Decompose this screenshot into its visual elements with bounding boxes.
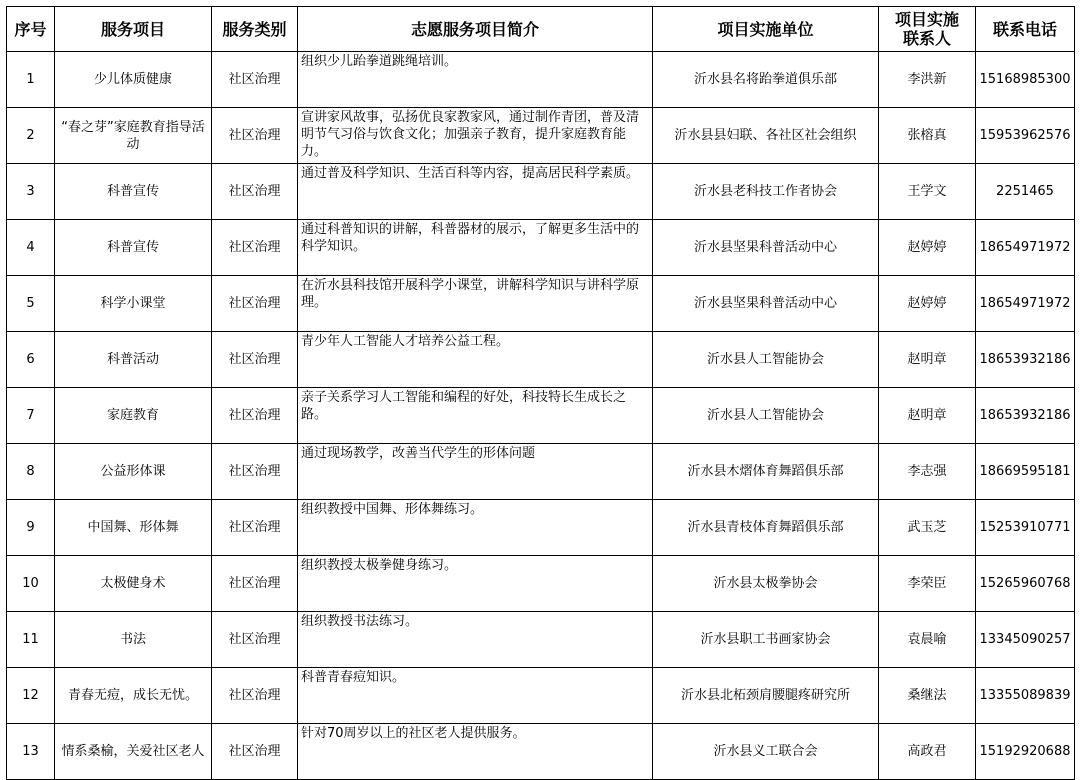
table-row	[7, 332, 1075, 388]
cell-seq: 7	[7, 388, 55, 444]
cell-unit: 沂水县坚果科普活动中心	[653, 276, 879, 332]
header-contact-line1: 项目实施	[894, 10, 959, 29]
cell-project: 青春无痘，成长无忧。	[55, 668, 212, 724]
header-seq: 序号	[7, 7, 55, 52]
cell-contact: 赵婷婷	[879, 276, 976, 332]
cell-contact: 赵明章	[879, 332, 976, 388]
cell-category: 社区治理	[212, 108, 298, 164]
cell-unit: 沂水县名将跆拳道俱乐部	[653, 52, 879, 108]
cell-phone: 15192920688	[976, 724, 1075, 780]
cell-project: 书法	[55, 612, 212, 668]
table-row	[7, 444, 1075, 500]
cell-contact: 王学文	[879, 164, 976, 220]
cell-unit: 沂水县青枝体育舞蹈俱乐部	[653, 500, 879, 556]
cell-phone: 15953962576	[976, 108, 1075, 164]
cell-project: 情系桑榆，关爱社区老人	[55, 724, 212, 780]
table-row	[7, 556, 1075, 612]
cell-unit: 沂水县人工智能协会	[653, 388, 879, 444]
cell-project: 家庭教育	[55, 388, 212, 444]
cell-category: 社区治理	[212, 332, 298, 388]
cell-contact: 赵婷婷	[879, 220, 976, 276]
table-row	[7, 276, 1075, 332]
cell-seq: 2	[7, 108, 55, 164]
cell-category: 社区治理	[212, 556, 298, 612]
cell-intro: 组织教授太极拳健身练习。	[298, 556, 653, 612]
cell-project: 科普宣传	[55, 164, 212, 220]
cell-intro: 组织教授书法练习。	[298, 612, 653, 668]
cell-seq: 6	[7, 332, 55, 388]
cell-phone: 18653932186	[976, 332, 1075, 388]
cell-phone: 13345090257	[976, 612, 1075, 668]
cell-category: 社区治理	[212, 668, 298, 724]
table-row	[7, 388, 1075, 444]
cell-unit: 沂水县义工联合会	[653, 724, 879, 780]
cell-project: 科学小课堂	[55, 276, 212, 332]
cell-category: 社区治理	[212, 500, 298, 556]
cell-category: 社区治理	[212, 724, 298, 780]
table-row	[7, 668, 1075, 724]
cell-contact: 武玉芝	[879, 500, 976, 556]
cell-intro: 组织教授中国舞、形体舞练习。	[298, 500, 653, 556]
cell-unit: 沂水县职工书画家协会	[653, 612, 879, 668]
cell-unit: 沂水县老科技工作者协会	[653, 164, 879, 220]
header-project: 服务项目	[55, 7, 212, 52]
cell-phone: 15265960768	[976, 556, 1075, 612]
table-row	[7, 164, 1075, 220]
cell-intro: 通过普及科学知识、生活百科等内容，提高居民科学素质。	[298, 164, 653, 220]
table-row	[7, 500, 1075, 556]
cell-project: 中国舞、形体舞	[55, 500, 212, 556]
cell-contact: 李荣臣	[879, 556, 976, 612]
cell-phone: 18654971972	[976, 276, 1075, 332]
cell-phone: 18654971972	[976, 220, 1075, 276]
cell-phone: 13355089839	[976, 668, 1075, 724]
cell-phone: 18669595181	[976, 444, 1075, 500]
table-row	[7, 724, 1075, 780]
cell-category: 社区治理	[212, 220, 298, 276]
cell-intro: 针对70周岁以上的社区老人提供服务。	[298, 724, 653, 780]
cell-seq: 5	[7, 276, 55, 332]
cell-category: 社区治理	[212, 276, 298, 332]
header-intro: 志愿服务项目简介	[298, 7, 653, 52]
cell-unit: 沂水县北柘颈肩腰腿疼研究所	[653, 668, 879, 724]
cell-seq: 1	[7, 52, 55, 108]
cell-contact: 张榕真	[879, 108, 976, 164]
cell-seq: 3	[7, 164, 55, 220]
cell-category: 社区治理	[212, 52, 298, 108]
cell-intro: 通过科普知识的讲解，科普器材的展示，了解更多生活中的科学知识。	[298, 220, 653, 276]
cell-unit: 沂水县木熠体育舞蹈俱乐部	[653, 444, 879, 500]
header-contact	[879, 7, 976, 52]
cell-category: 社区治理	[212, 444, 298, 500]
cell-project: “春之芽”家庭教育指导活动	[55, 108, 212, 164]
header-category: 服务类别	[212, 7, 298, 52]
cell-seq: 8	[7, 444, 55, 500]
cell-contact: 赵明章	[879, 388, 976, 444]
table-row	[7, 220, 1075, 276]
cell-seq: 11	[7, 612, 55, 668]
cell-phone: 2251465	[976, 164, 1075, 220]
cell-intro: 宣讲家风故事，弘扬优良家教家风，通过制作青团，普及清明节气习俗与饮食文化；加强亲子教育，提升家庭教育能力。	[298, 108, 653, 164]
cell-project: 科普宣传	[55, 220, 212, 276]
header-phone: 联系电话	[976, 7, 1075, 52]
cell-intro: 青少年人工智能人才培养公益工程。	[298, 332, 653, 388]
cell-intro: 亲子关系学习人工智能和编程的好处，科技特长生成长之路。	[298, 388, 653, 444]
cell-contact: 高政君	[879, 724, 976, 780]
cell-unit: 沂水县人工智能协会	[653, 332, 879, 388]
cell-category: 社区治理	[212, 164, 298, 220]
cell-project: 公益形体课	[55, 444, 212, 500]
cell-intro: 在沂水县科技馆开展科学小课堂，讲解科学知识与讲科学原理。	[298, 276, 653, 332]
cell-intro: 组织少儿跆拳道跳绳培训。	[298, 52, 653, 108]
header-contact-line2: 联系人	[902, 29, 951, 48]
cell-contact: 桑继法	[879, 668, 976, 724]
cell-project: 太极健身术	[55, 556, 212, 612]
cell-unit: 沂水县太极拳协会	[653, 556, 879, 612]
cell-seq: 10	[7, 556, 55, 612]
header-unit: 项目实施单位	[653, 7, 879, 52]
cell-phone: 15253910771	[976, 500, 1075, 556]
cell-seq: 12	[7, 668, 55, 724]
cell-contact: 李志强	[879, 444, 976, 500]
cell-contact: 李洪新	[879, 52, 976, 108]
header-row	[7, 7, 1075, 52]
table-row	[7, 52, 1075, 108]
cell-project: 少儿体质健康	[55, 52, 212, 108]
volunteer-project-table	[6, 6, 1075, 780]
cell-intro: 科普青春痘知识。	[298, 668, 653, 724]
cell-intro: 通过现场教学，改善当代学生的形体问题	[298, 444, 653, 500]
table-row	[7, 108, 1075, 164]
cell-seq: 9	[7, 500, 55, 556]
cell-category: 社区治理	[212, 388, 298, 444]
cell-unit: 沂水县坚果科普活动中心	[653, 220, 879, 276]
cell-category: 社区治理	[212, 612, 298, 668]
cell-seq: 13	[7, 724, 55, 780]
cell-contact: 袁晨喻	[879, 612, 976, 668]
cell-phone: 18653932186	[976, 388, 1075, 444]
cell-project: 科普活动	[55, 332, 212, 388]
cell-seq: 4	[7, 220, 55, 276]
cell-phone: 15168985300	[976, 52, 1075, 108]
table-row	[7, 612, 1075, 668]
cell-unit: 沂水县县妇联、各社区社会组织	[653, 108, 879, 164]
